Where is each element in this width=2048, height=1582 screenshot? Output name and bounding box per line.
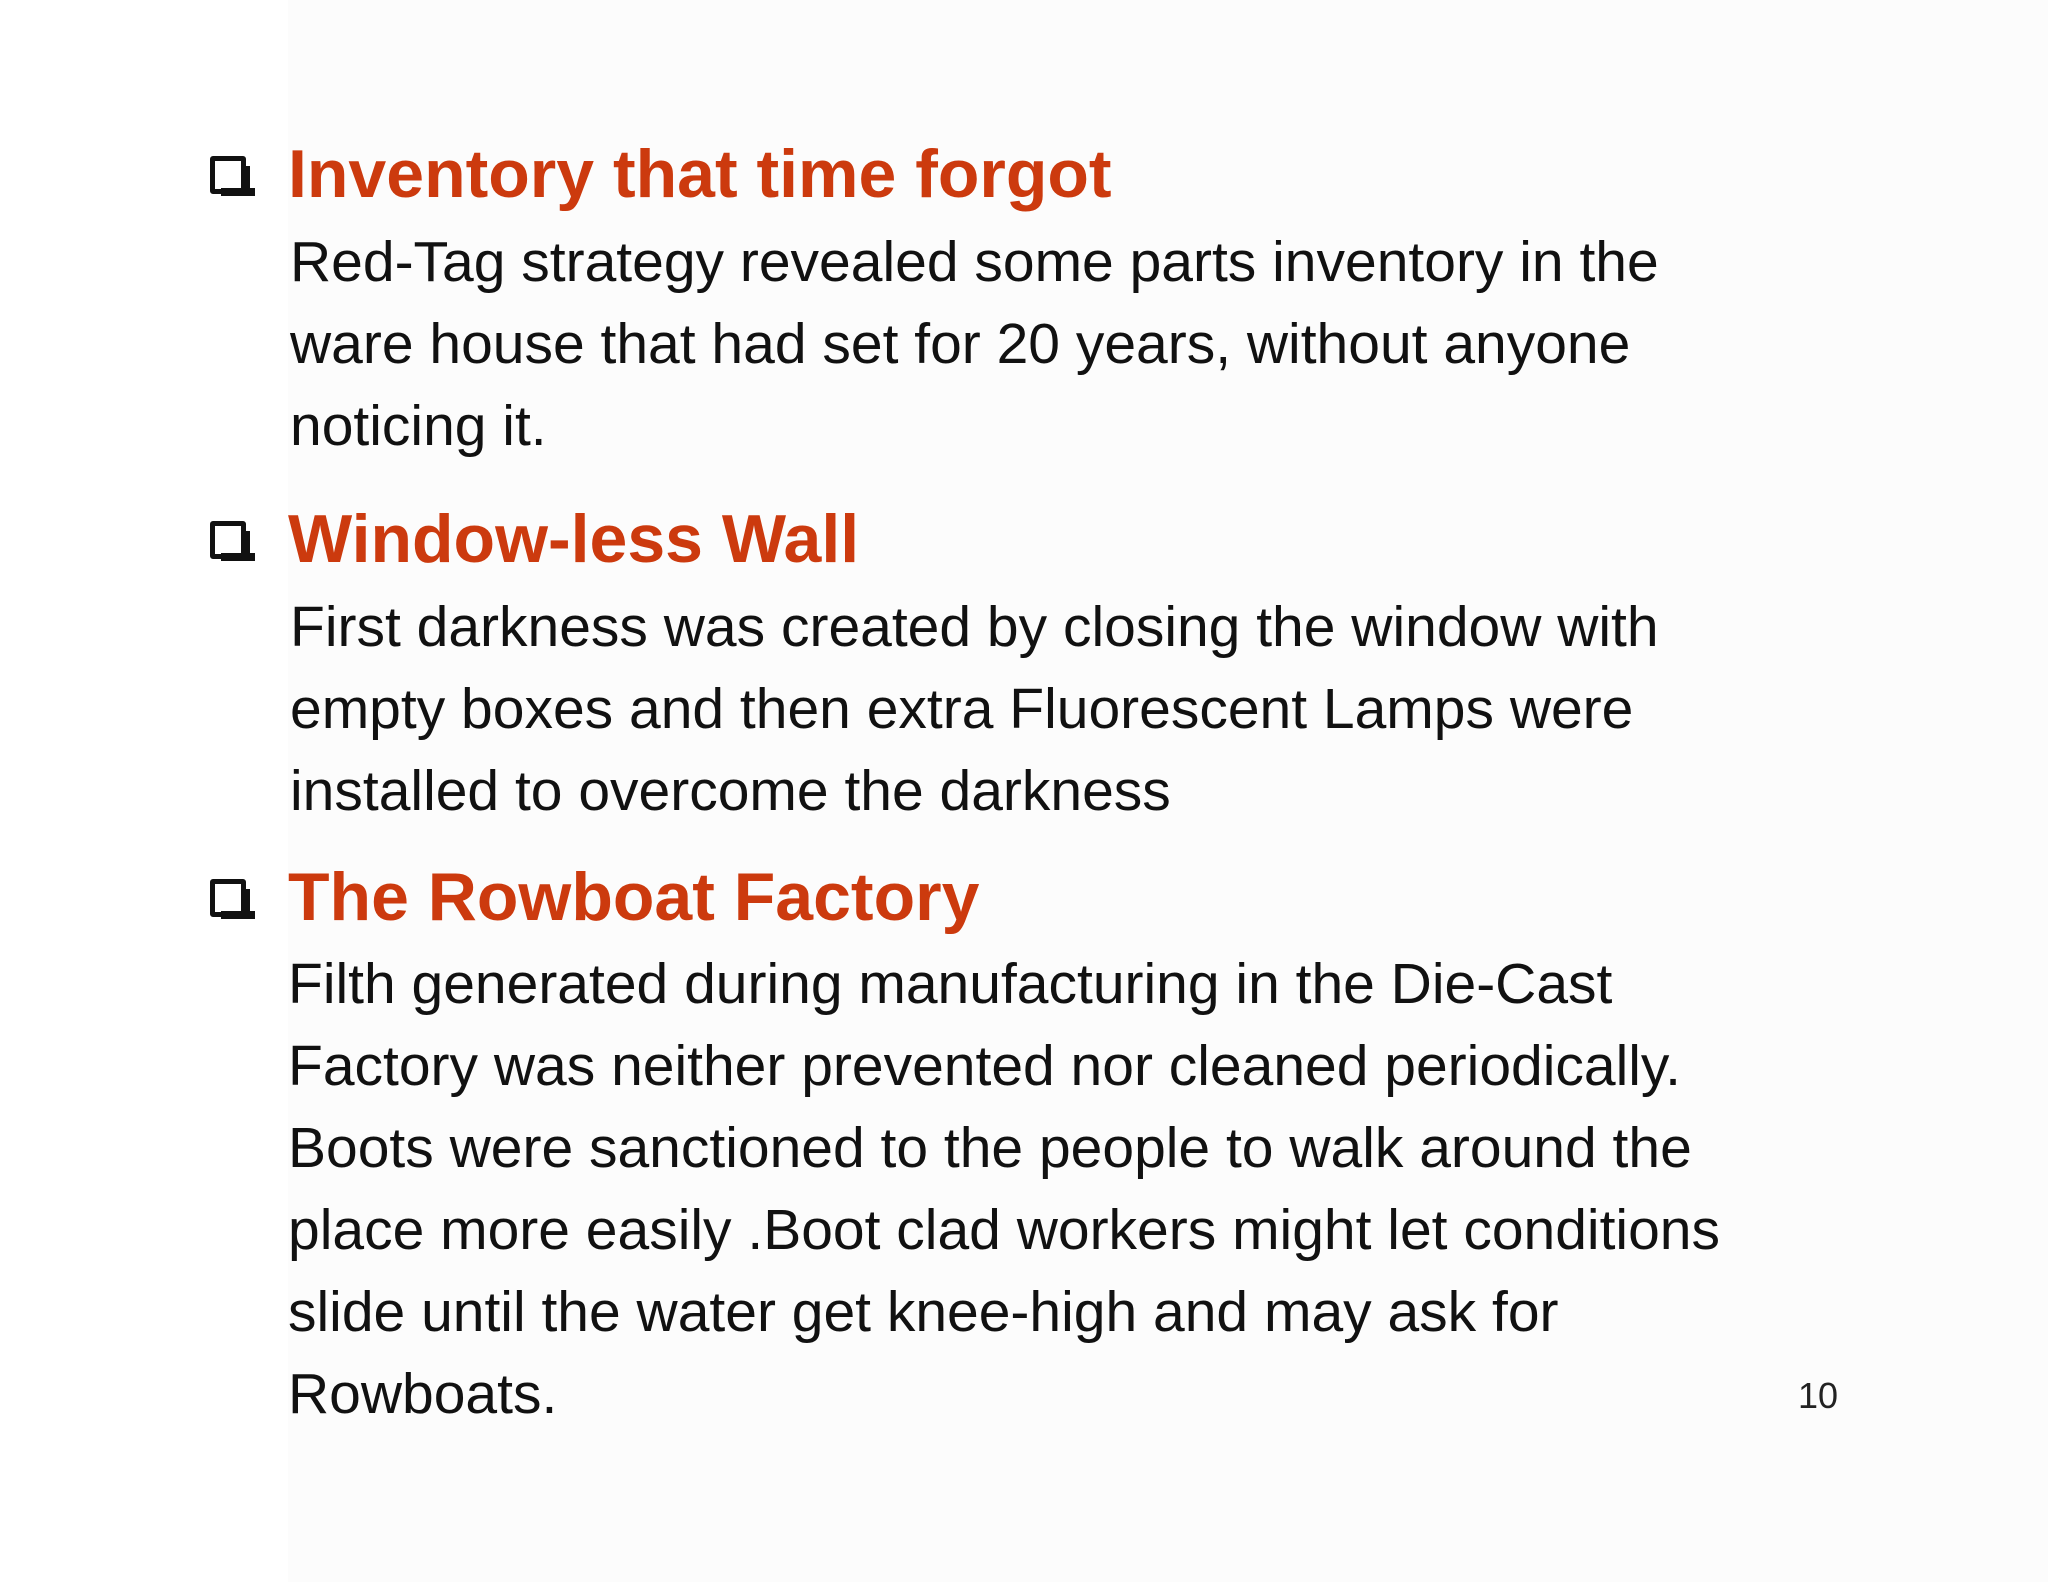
body-line: empty boxes and then extra Fluorescent Lamps were	[290, 677, 1634, 741]
section-heading-row	[210, 857, 1410, 937]
body-line: ware house that had set for 20 years, without anyone	[290, 312, 1631, 376]
section-heading-row	[210, 134, 1410, 214]
section-body	[290, 221, 1659, 467]
body-line: noticing it.	[290, 394, 547, 458]
section-heading: Inventory that time forgot	[288, 136, 1112, 212]
page-number: 10	[1798, 1375, 1839, 1416]
section-heading-row	[210, 499, 1410, 579]
body-line: Red-Tag strategy revealed some parts inventory in the	[290, 230, 1659, 294]
body-line: First darkness was created by closing the window with	[290, 595, 1659, 659]
body-line: place more easily .Boot clad workers might let conditions	[288, 1198, 1720, 1262]
body-line: Rowboats.	[288, 1362, 558, 1426]
body-line: Factory was neither prevented nor cleaned periodically.	[288, 1034, 1682, 1098]
body-line: installed to overcome the darkness	[290, 759, 1171, 823]
body-line: Filth generated during manufacturing in the Die-Cast	[288, 952, 1613, 1016]
checkbox-icon	[210, 156, 246, 194]
checkbox-icon	[210, 521, 246, 559]
section-heading: The Rowboat Factory	[288, 859, 980, 935]
section-body	[288, 943, 1720, 1435]
body-line: Boots were sanctioned to the people to walk around the	[288, 1116, 1692, 1180]
section-heading: Window-less Wall	[288, 501, 860, 577]
body-line: slide until the water get knee-high and may ask for	[288, 1280, 1559, 1344]
checkbox-icon	[210, 879, 246, 917]
section-body	[290, 586, 1659, 832]
